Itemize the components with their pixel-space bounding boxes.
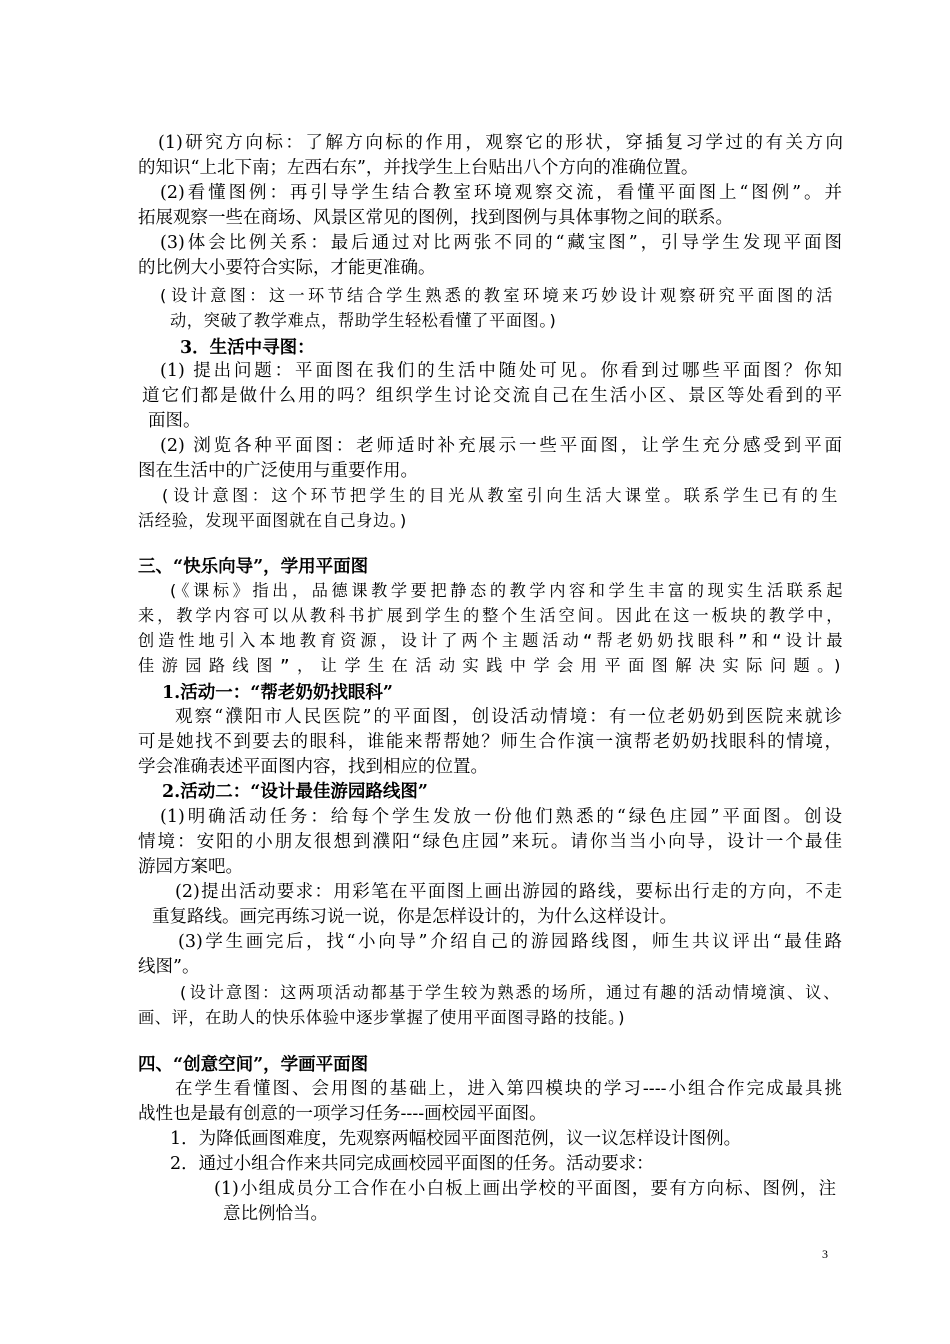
section-heading: 3．生活中寻图：: [180, 338, 315, 358]
design-note-line: 创造性地引入本地教育资源，设计了两个主题活动“帮老奶奶找眼科”和“设计最: [138, 631, 843, 650]
design-note-line: 来，教学内容可以从教科书扩展到学生的整个生活空间。因此在这一板块的教学中，: [138, 606, 843, 625]
text-line: 情境：安阳的小朋友很想到濮阳“绿色庄园”来玩。请你当当小向导，设计一个最佳: [138, 832, 842, 852]
text-line: 重复路线。画完再练习说一说，你是怎样设计的，为什么这样设计。: [152, 907, 677, 927]
design-note-line: 画、评，在助人的快乐体验中逐步掌握了使用平面图寻路的技能。): [138, 1008, 628, 1027]
text-line: (1)明确活动任务：给每个学生发放一份他们熟悉的“绿色庄园”平面图。创设: [160, 807, 842, 827]
text-line: (2) 浏览各种平面图：老师适时补充展示一些平面图，让学生充分感受到平面: [160, 436, 842, 456]
page-number: 3: [822, 1247, 828, 1261]
text-line: 图在生活中的广泛使用与重要作用。: [138, 461, 418, 481]
design-note-line: 活经验，发现平面图就在自己身边。): [138, 511, 409, 530]
text-line: 拓展观察一些在商场、风景区常见的图例，找到图例与具体事物之间的联系。: [138, 208, 733, 228]
text-line: 可是她找不到要去的眼科，谁能来帮帮她？师生合作演一演帮老奶奶找眼科的情境，: [138, 732, 842, 752]
design-note-line: (《课标》指出，品德课教学要把静态的教学内容和学生丰富的现实生活联系起: [168, 581, 843, 600]
design-note-line: (设计意图：这一环节结合学生熟悉的教室环境来巧妙设计观察研究平面图的活: [158, 286, 833, 305]
text-line: (2)提出活动要求：用彩笔在平面图上画出游园的路线，要标出行走的方向，不走: [175, 882, 842, 902]
text-line: 面图。: [148, 411, 201, 431]
text-line: 学会准确表述平面图内容，找到相应的位置。: [138, 757, 488, 777]
text-line: 游园方案吧。: [138, 857, 243, 877]
text-line: 观察“濮阳市人民医院”的平面图，创设活动情境：有一位老奶奶到医院来就诊: [175, 707, 842, 727]
design-note-line: (设计意图：这个环节把学生的目光从教室引向生活大课堂。联系学生已有的生: [160, 486, 838, 505]
text-line: (3)学生画完后，找“小向导”介绍自己的游园路线图，师生共议评出“最佳路: [178, 932, 842, 952]
text-line: 的比例大小要符合实际，才能更准确。: [138, 258, 436, 278]
text-line: 战性也是最有创意的一项学习任务----画校园平面图。: [138, 1104, 547, 1124]
section-heading: 三、“快乐向导”，学用平面图: [138, 557, 369, 577]
text-line: 1．为降低画图难度，先观察两幅校园平面图范例，议一议怎样设计图例。: [170, 1129, 742, 1149]
text-line: 2．通过小组合作来共同完成画校园平面图的任务。活动要求：: [170, 1154, 654, 1174]
design-note-line: (设计意图：这两项活动都基于学生较为熟悉的场所，通过有趣的活动情境演、议、: [178, 983, 840, 1002]
text-line: (3)体会比例关系：最后通过对比两张不同的“藏宝图”，引导学生发现平面图: [160, 233, 842, 253]
text-line: 的知识“上北下南；左西右东”，并找学生上台贴出八个方向的准确位置。: [138, 158, 699, 178]
text-line: (1)小组成员分工合作在小白板上画出学校的平面图，要有方向标、图例，注: [214, 1179, 836, 1199]
text-line: 道它们都是做什么用的吗？组织学生讨论交流自己在生活小区、景区等处看到的平: [142, 386, 842, 406]
section-heading: 四、“创意空间”，学画平面图: [138, 1055, 369, 1075]
text-line: 意比例恰当。: [223, 1204, 328, 1224]
text-line: (1)研究方向标：了解方向标的作用，观察它的形状，穿插复习学过的有关方向: [158, 133, 843, 153]
section-heading: 1.活动一：“帮老奶奶找眼科”: [162, 683, 393, 703]
text-line: 线图”。: [138, 957, 200, 977]
text-line: (2)看懂图例：再引导学生结合教室环境观察交流，看懂平面图上“图例”。并: [160, 183, 842, 203]
text-line: (1) 提出问题：平面图在我们的生活中随处可见。你看到过哪些平面图？你知: [160, 361, 842, 381]
design-note-line: 动，突破了教学难点，帮助学生轻松看懂了平面图。): [170, 311, 559, 330]
design-note-line: 佳游园路线图”，让学生在活动实践中学会用平面图解决实际问题。): [138, 656, 843, 675]
section-heading: 2.活动二：“设计最佳游园路线图”: [162, 782, 428, 802]
text-line: 在学生看懂图、会用图的基础上，进入第四模块的学习----小组合作完成最具挑: [175, 1079, 842, 1099]
